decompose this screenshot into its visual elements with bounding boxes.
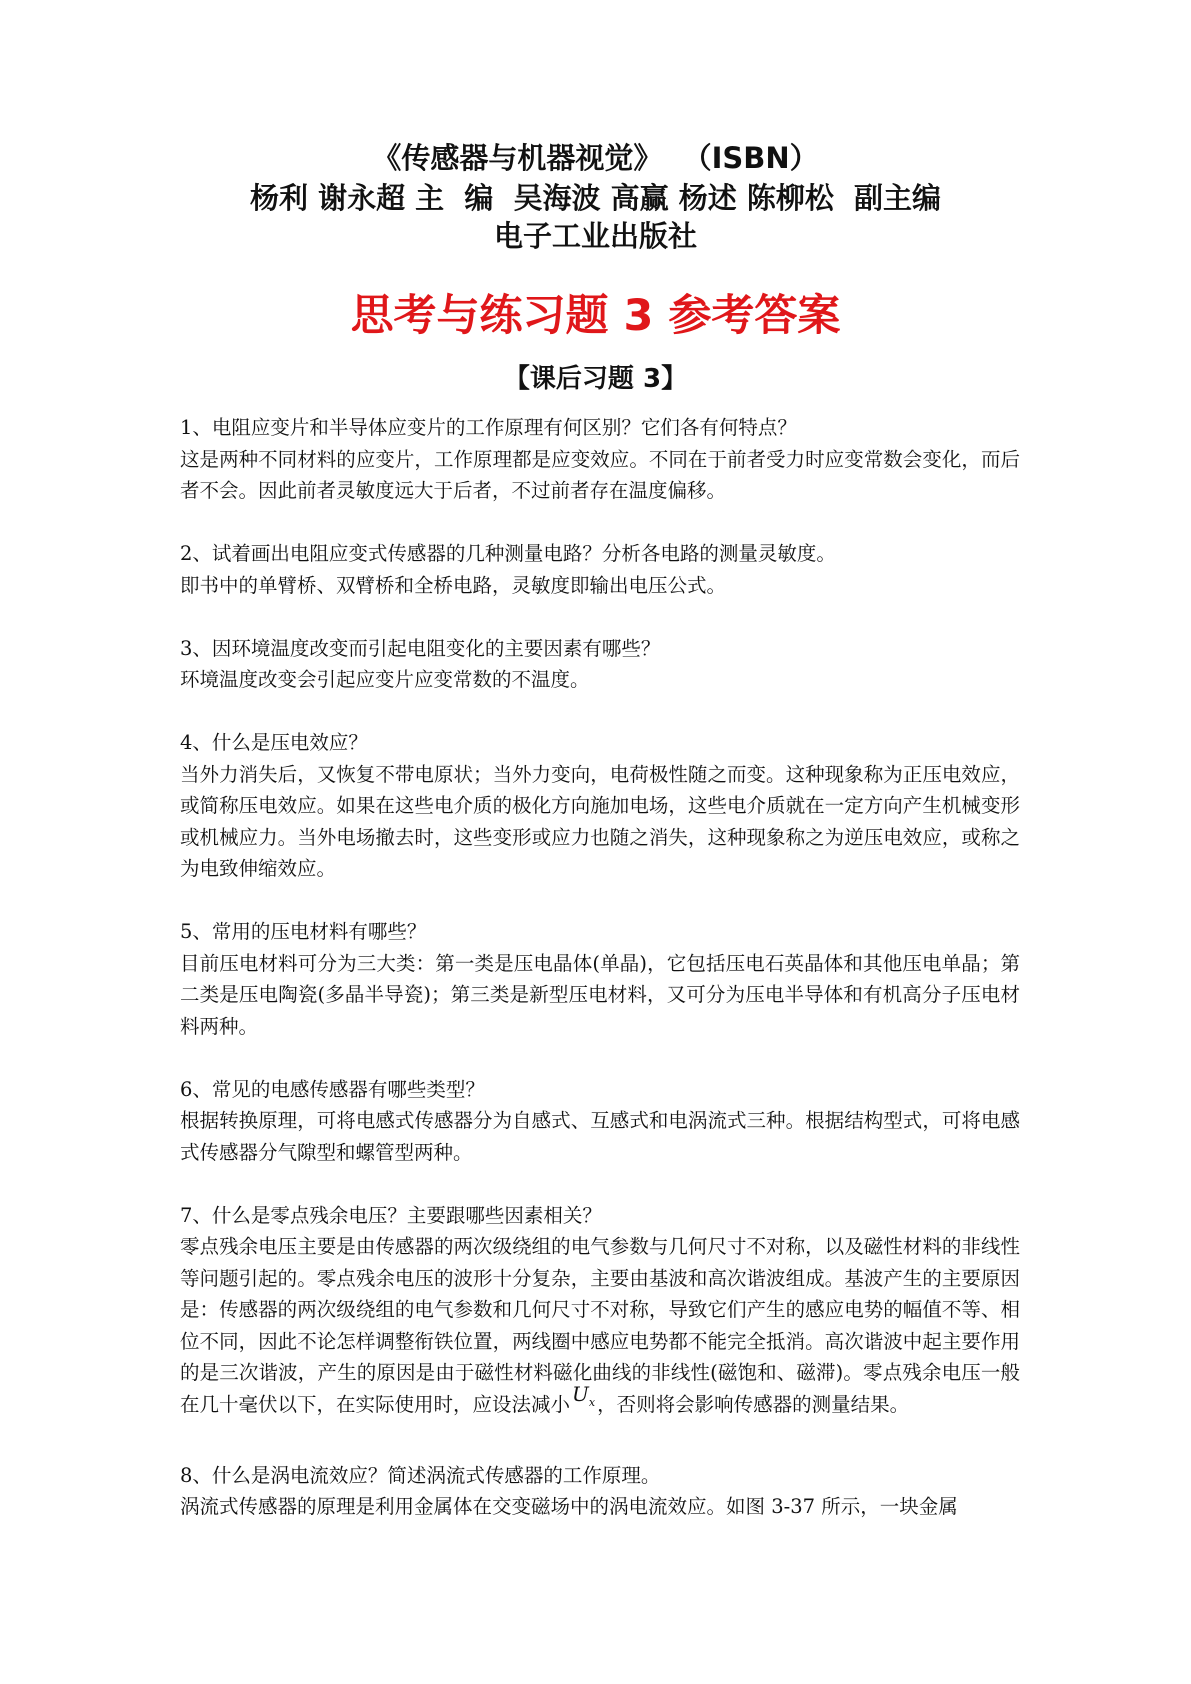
question-1: 1、电阻应变片和半导体应变片的工作原理有何区别？它们各有何特点？ xyxy=(180,416,797,439)
ux-symbol-sub: x xyxy=(588,1395,596,1409)
question-2: 2、试着画出电阻应变式传感器的几种测量电路？分析各电路的测量灵敏度。 xyxy=(180,542,836,565)
answer-8: 涡流式传感器的原理是利用金属体在交变磁场中的涡电流效应。如图 3-37 所示，一块金属 xyxy=(180,1495,958,1518)
qa-item-1 xyxy=(180,412,1020,507)
qa-item-8 xyxy=(180,1460,1020,1523)
answer-7-tail: ，否则将会影响传感器的测量结果。 xyxy=(597,1392,910,1416)
ux-symbol-main: U xyxy=(572,1381,589,1406)
answer-4: 当外力消失后，又恢复不带电原状；当外力变向，电荷极性随之而变。这种现象称为正压电效应，或简称压电效应。如果在这些电介质的极化方向施加电场，这些电介质就在一定方向产生机械变形或机械应力。当外电场撤去时，这些变形或应力也随之消失，这种现象称之为逆压电效应，或称之为电致伸缩效应。 xyxy=(180,762,1020,880)
section-title: 【课后习题 3】 xyxy=(503,364,688,394)
question-7: 7、什么是零点残余电压？主要跟哪些因素相关？ xyxy=(180,1203,602,1227)
book-title: 《传感器与机器视觉》 （ISBN） xyxy=(372,141,819,175)
question-5: 5、常用的压电材料有哪些？ xyxy=(180,920,427,943)
question-6: 6、常见的电感传感器有哪些类型？ xyxy=(180,1077,485,1101)
qa-item-2 xyxy=(180,538,1020,601)
question-4: 4、什么是压电效应？ xyxy=(180,731,368,754)
answer-6: 根据转换原理，可将电感式传感器分为自感式、互感式和电涡流式三种。根据结构型式，可将电感式传感器分气隙型和螺管型两种。 xyxy=(180,1109,1020,1164)
main-title: 思考与练习题 3 参考答案 xyxy=(350,291,841,341)
qa-item-4 xyxy=(180,727,1020,885)
qa-item-6 xyxy=(180,1074,1020,1169)
answer-7 xyxy=(180,1231,1020,1428)
ux-symbol xyxy=(572,1381,596,1409)
publisher: 电子工业出版社 xyxy=(493,219,697,253)
qa-list xyxy=(180,412,1020,1554)
qa-item-5 xyxy=(180,916,1020,1042)
answer-1: 这是两种不同材料的应变片，工作原理都是应变效应。不同在于前者受力时应变常数会变化，而后者不会。因此前者灵敏度远大于后者，不过前者存在温度偏移。 xyxy=(180,447,1020,502)
answer-2: 即书中的单臂桥、双臂桥和全桥电路，灵敏度即输出电压公式。 xyxy=(180,573,727,597)
qa-item-7 xyxy=(180,1200,1020,1429)
qa-item-3 xyxy=(180,633,1020,696)
editors-line: 杨利 谢永超 主 编 吴海波 高赢 杨述 陈柳松 副主编 xyxy=(249,181,942,215)
answer-3: 环境温度改变会引起应变片应变常数的不温度。 xyxy=(180,668,590,691)
answer-5: 目前压电材料可分为三大类：第一类是压电晶体(单晶)，它包括压电石英晶体和其他压电单晶；第二类是压电陶瓷(多晶半导瓷)；第三类是新型压电材料，又可分为压电半导体和有机高分子压电材料两种。 xyxy=(180,951,1020,1038)
question-3: 3、因环境温度改变而引起电阻变化的主要因素有哪些？ xyxy=(180,636,661,660)
question-8: 8、什么是涡电流效应？简述涡流式传感器的工作原理。 xyxy=(180,1463,661,1487)
answer-7-text: 零点残余电压主要是由传感器的两次级绕组的电气参数与几何尺寸不对称，以及磁性材料的非线性等问题引起的。零点残余电压的波形十分复杂，主要由基波和高次谐波组成。基波产生的主要原因是：传感器的两次级绕组的电气参数和几何尺寸不对称，导致它们产生的感应电势的幅值不等、相位不同，因此不论怎样调整衔铁位置，两线圈中感应电势都不能完全抵消。高次谐波中起主要作用的是三次谐波，产生的原因是由于磁性材料磁化曲线的非线性(磁饱和、磁滞)。零点残余电压一般在几十毫伏以下，在实际使用时，应设法减小 xyxy=(180,1235,1020,1416)
